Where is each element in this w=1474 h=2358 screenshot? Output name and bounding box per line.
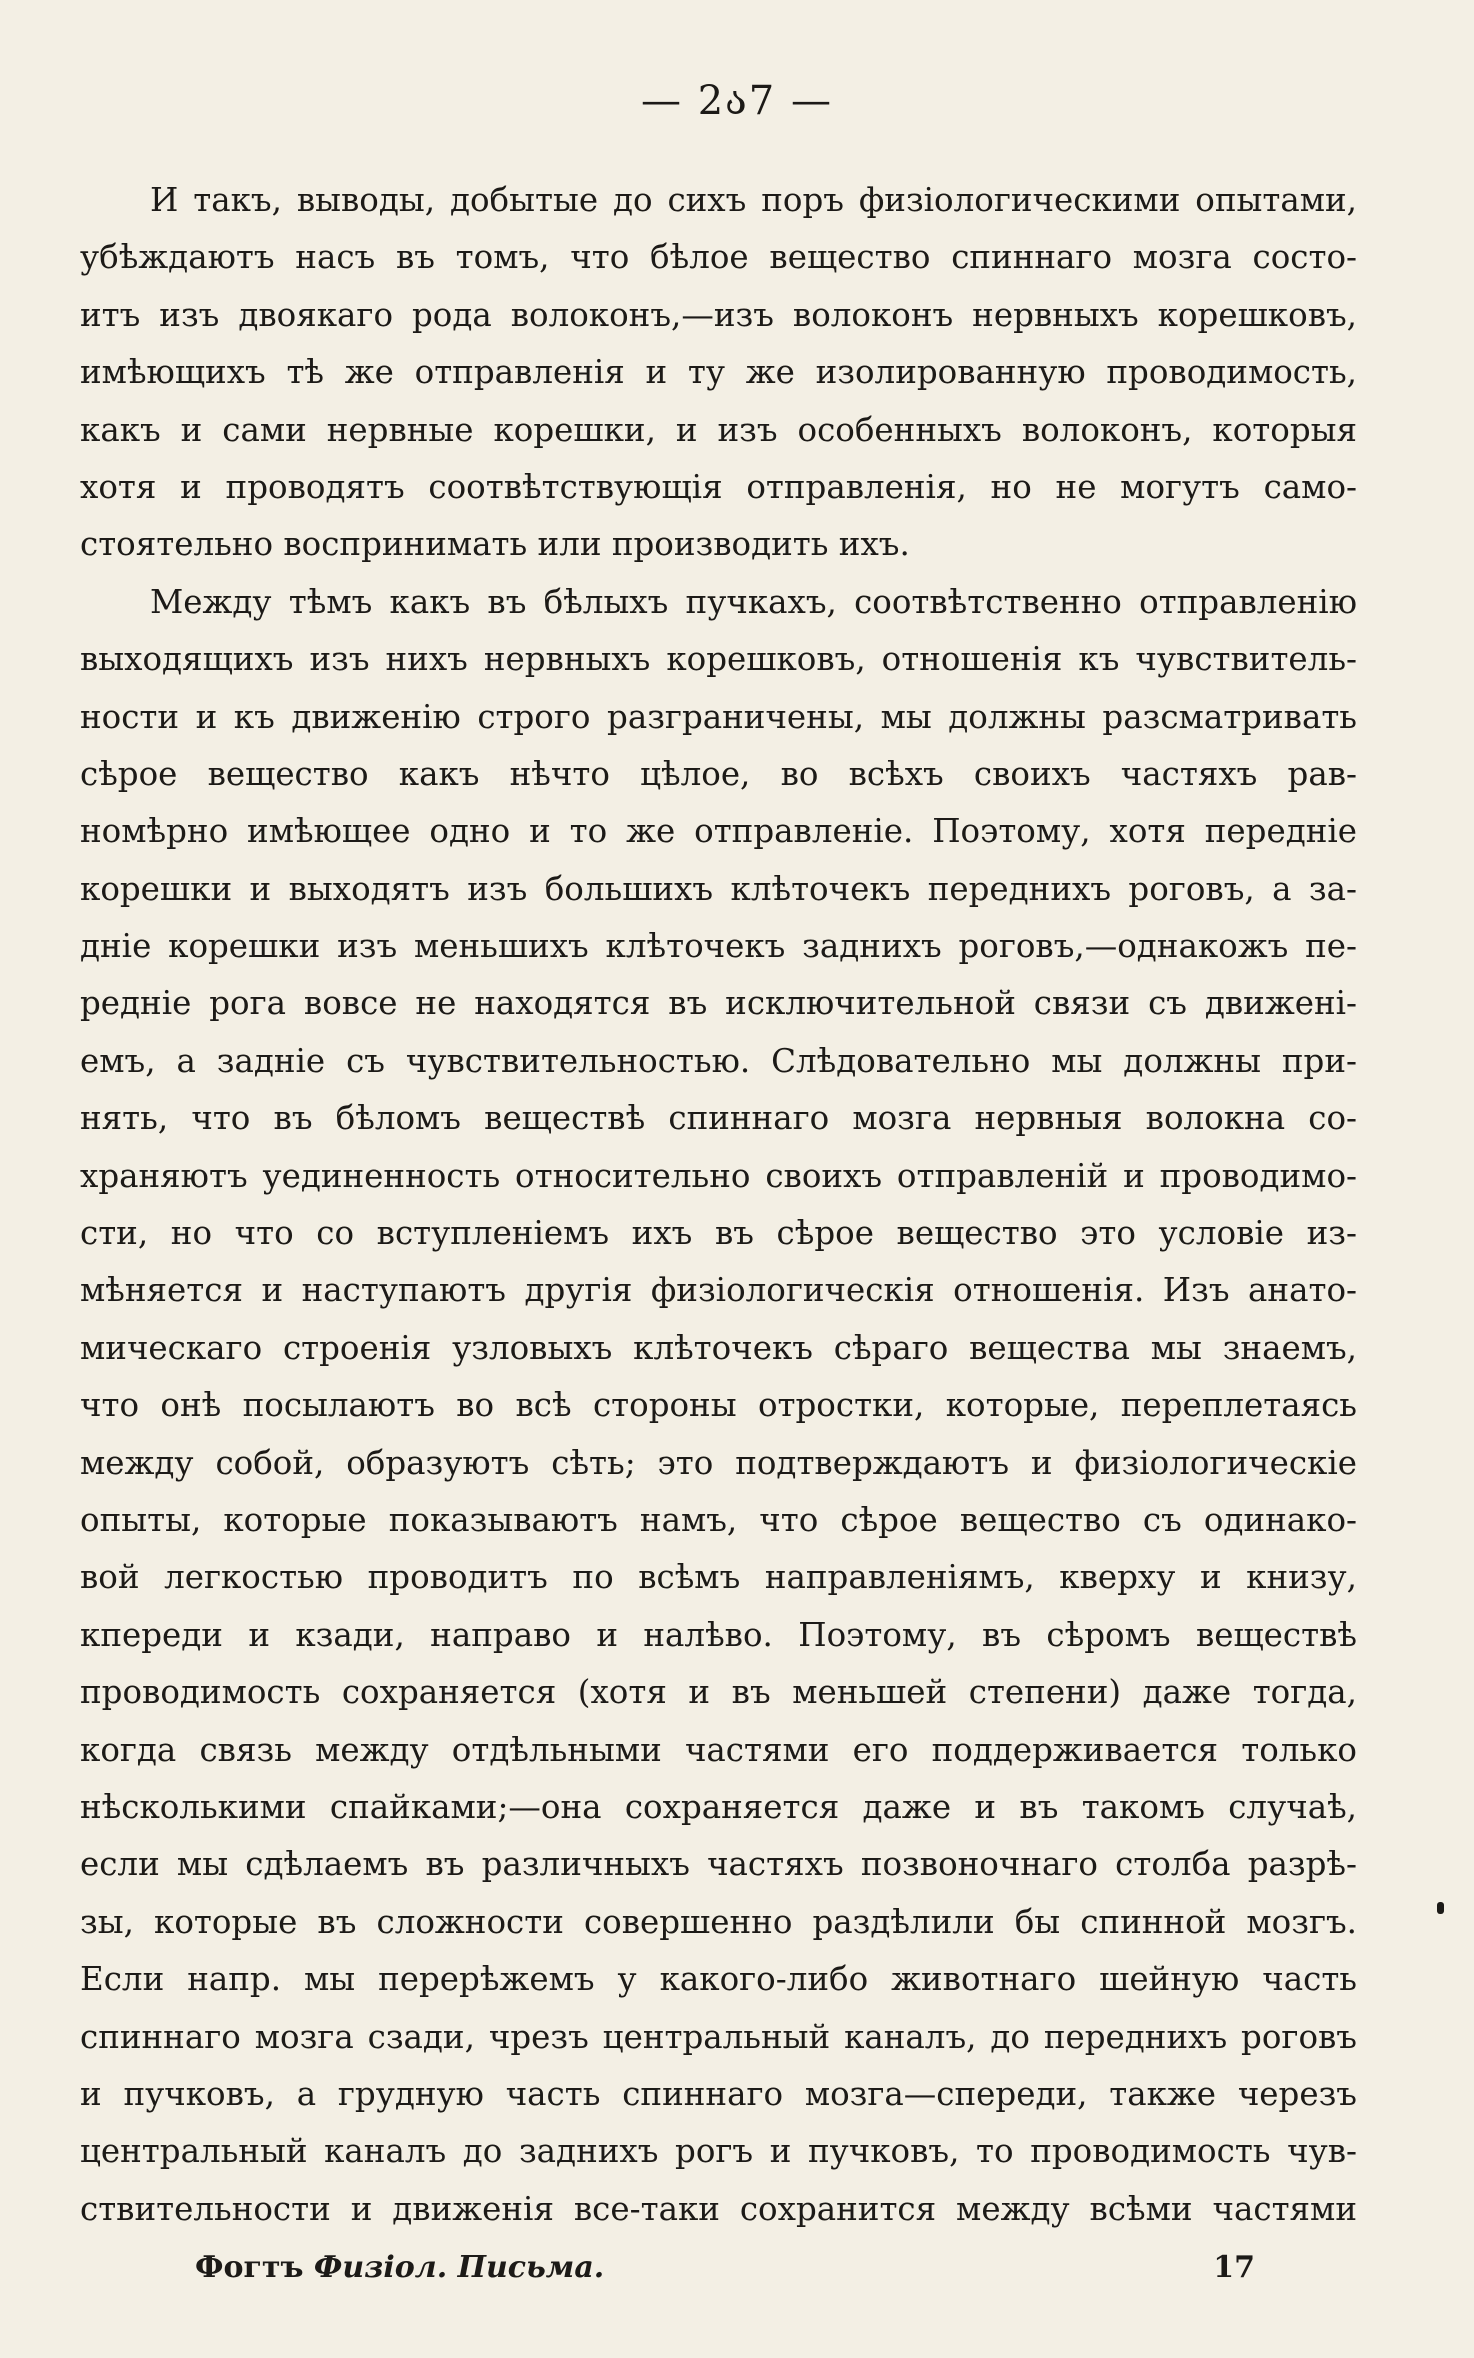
paragraph-2 [80,574,1357,2238]
text-line: какъ и сами нервные корешки, и изъ особенныхъ волоконъ, которыя [80,410,1357,449]
body-text [80,172,1357,2238]
text-line: сти, но что со вступленіемъ ихъ въ сѣрое вещество это условіе из- [80,1214,1357,1253]
page-footer [195,2250,1255,2300]
text-line: ствительности и движенія все-таки сохранится между всѣми частями [80,2189,1357,2228]
text-line: и пучковъ, а грудную часть спиннаго мозга—спереди, также черезъ [80,2074,1357,2113]
text-line: что онѣ посылаютъ во всѣ стороны отростки, которые, переплетаясь [80,1386,1357,1425]
text-line: если мы сдѣлаемъ въ различныхъ частяхъ позвоночнаго столба разрѣ- [80,1845,1357,1884]
text-line: редніе рога вовсе не находятся въ исключительной связи съ движені- [80,984,1357,1023]
text-line: храняютъ уединенность относительно своихъ отправленій и проводимо- [80,1156,1357,1195]
text-line: мическаго строенія узловыхъ клѣточекъ сѣраго вещества мы знаемъ, [80,1328,1357,1367]
text-line: емъ, а задніе съ чувствительностью. Слѣдовательно мы должны при- [80,1041,1357,1080]
footer-title: Физіол. Письма. [313,2250,605,2285]
footer-author: Фогтъ [195,2250,304,2285]
running-footer [195,2250,604,2285]
text-line: спиннаго мозга сзади, чрезъ центральный каналъ, до переднихъ роговъ [80,2017,1357,2056]
text-line: центральный каналъ до заднихъ рогъ и пучковъ, то проводимость чув- [80,2132,1357,2171]
text-line: между собой, образуютъ сѣть; это подтверждаютъ и физіологическіе [80,1443,1357,1482]
text-line: И такъ, выводы, добытые до сихъ поръ физіологическими опытами, [150,181,1357,219]
text-line: нѣсколькими спайками;—она сохраняется даже и въ такомъ случаѣ, [80,1787,1357,1826]
text-line: номѣрно имѣющее одно и то же отправленіе. Поэтому, хотя передніе [80,812,1357,851]
text-line: ности и къ движенію строго разграничены, мы должны разсматривать [80,697,1357,736]
text-line: Между тѣмъ какъ въ бѣлыхъ пучкахъ, соотвѣтственно отправленію [150,582,1357,621]
text-line: дніе корешки изъ меньшихъ клѣточекъ заднихъ роговъ,—однакожъ пе- [80,927,1357,966]
text-line: проводимость сохраняется (хотя и въ меньшей степени) даже тогда, [80,1673,1357,1712]
text-line: стоятельно воспринимать или производить ихъ. [80,525,910,564]
text-line: когда связь между отдѣльными частями его поддерживается только [80,1730,1357,1769]
text-line: зы, которые въ сложности совершенно раздѣлили бы спинной мозгъ. [80,1902,1357,1941]
text-line: имѣющихъ тѣ же отправленія и ту же изолированную проводимость, [80,353,1357,392]
signature-mark: 17 [1213,2250,1255,2285]
text-line: выходящихъ изъ нихъ нервныхъ корешковъ, отношенія къ чувствитель- [80,640,1357,679]
text-line: вой легкостью проводитъ по всѣмъ направленіямъ, кверху и книзу, [80,1558,1357,1597]
text-line: сѣрое вещество какъ нѣчто цѣлое, во всѣхъ своихъ частяхъ рав- [80,754,1357,793]
text-line: хотя и проводятъ соотвѣтствующія отправленія, но не могутъ само- [80,467,1357,506]
text-line: корешки и выходятъ изъ большихъ клѣточекъ переднихъ роговъ, а за- [80,869,1357,908]
text-line: кпереди и кзади, направо и налѣво. Поэтому, въ сѣромъ веществѣ [80,1615,1357,1654]
text-line: убѣждаютъ насъ въ томъ, что бѣлое вещество спиннаго мозга состо- [80,238,1357,277]
text-line: нять, что въ бѣломъ веществѣ спиннаго мозга нервныя волокна со- [80,1099,1357,1138]
text-line: итъ изъ двоякаго рода волоконъ,—изъ волоконъ нервныхъ корешковъ, [80,295,1357,334]
page-number: — 2ა7 — [641,78,833,124]
ink-speck [1437,1902,1444,1914]
text-line: мѣняется и наступаютъ другія физіологическія отношенія. Изъ анато- [80,1271,1357,1310]
paragraph-1 [80,172,1357,574]
text-line: опыты, которые показываютъ намъ, что сѣрое вещество съ одинако- [80,1500,1357,1539]
text-line: Если напр. мы перерѣжемъ у какого-либо животнаго шейную часть [80,1960,1357,1999]
